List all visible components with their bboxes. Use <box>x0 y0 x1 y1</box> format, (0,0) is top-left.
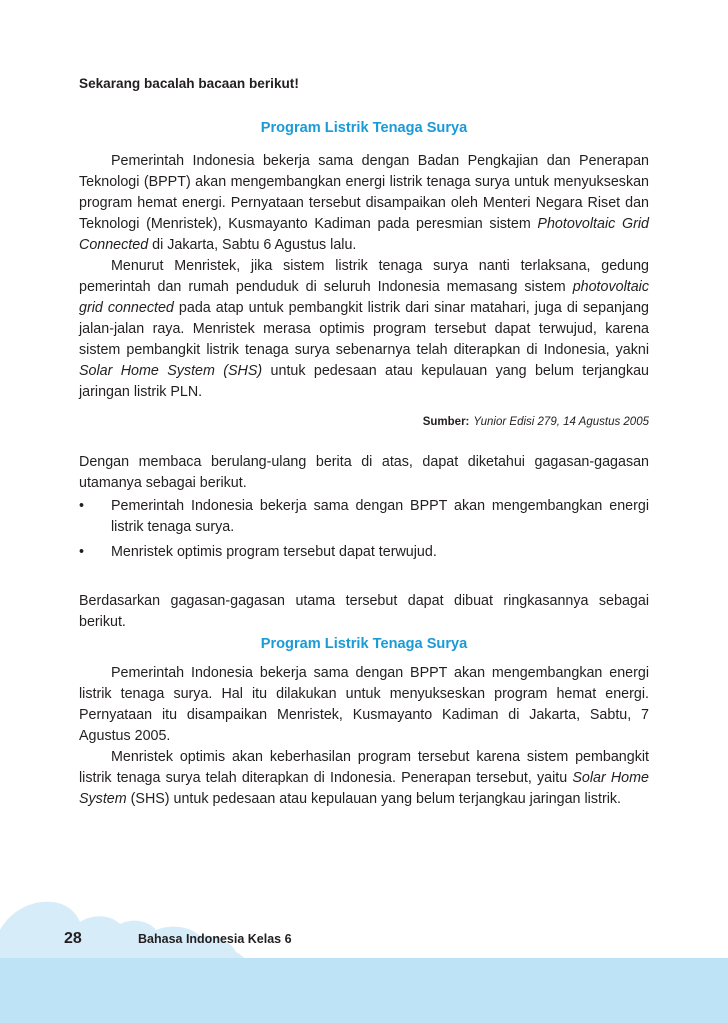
emphasis-grid-connected: photovoltaic grid connected <box>79 279 649 316</box>
source-label: Sumber: <box>422 416 470 428</box>
book-title: Bahasa Indonesia Kelas 6 <box>138 932 292 946</box>
page-number: 28 <box>64 930 82 947</box>
article-source <box>423 412 649 433</box>
ideas-list <box>79 496 649 563</box>
summary-title: Program Listrik Tenaga Surya <box>260 636 468 652</box>
intro-instruction: Sekarang bacalah bacaan berikut! <box>79 76 299 91</box>
article-paragraph-2: Menurut Menristek, jika sistem listrik tenaga surya nanti terlaksana, gedung pemerintah dan rumah penduduk di seluruh Indonesia memasang sistem photovoltaic grid connected pada atap untuk pembangkit listrik dari sinar matahari, juga di sepanjang jalan-jalan raya. Menristek merasa optimis program tersebut dapat terwujud, karena sistem pembangkit listrik tenaga surya sebenarnya telah diterapkan di Indonesia, yakni Solar Home System (SHS) untuk pedesaan atau kepulauan yang belum terjangkau jaringan listrik PLN. <box>79 258 650 400</box>
article-paragraph-1: Pemerintah Indonesia bekerja sama dengan Badan Pengkajian dan Penerapan Teknologi (BPPT) akan mengembangkan energi listrik tenaga surya untuk menyukseskan program hemat energi. Pernyataan tersebut disampaikan oleh Menteri Negara Riset dan Teknologi (Menristek), Kusmayanto Kadiman pada peresmian sistem Photovoltaic Grid Connected di Jakarta, Sabtu 6 Agustus lalu. <box>79 153 649 253</box>
emphasis-photovoltaic: Photovoltaic Grid Connected <box>79 216 649 253</box>
summary-lead: Berdasarkan gagasan-gagasan utama tersebut dapat dibuat ringkasannya sebagai berikut. <box>79 593 649 630</box>
ideas-lead: Dengan membaca berulang-ulang berita di atas, dapat diketahui gagasan-gagasan utamanya sebagai berikut. <box>79 454 649 491</box>
summary-paragraph-2: Menristek optimis akan keberhasilan program tersebut karena sistem pembangkit listrik tenaga surya telah diterapkan di Indonesia. Penerapan tersebut, yaitu Solar Home System (SHS) untuk pedesaan atau kepulauan yang belum terjangkau jaringan listrik. <box>79 749 649 807</box>
footer-band <box>0 958 728 1023</box>
emphasis-solar-home-system: Solar Home System <box>79 770 649 807</box>
summary-paragraph-1: Pemerintah Indonesia bekerja sama dengan BPPT akan mengembangkan energi listrik tenaga surya. Hal itu dilakukan untuk menyukseskan program hemat energi. Pernyataan itu disampaikan Menristek, Kusmayanto Kadiman di Jakarta, Sabtu, 7 Agustus 2005. <box>79 665 649 744</box>
bullet-icon: • <box>79 544 85 560</box>
emphasis-solar-home-system: Solar Home System (SHS) <box>79 363 263 379</box>
ideas-section <box>79 452 649 567</box>
article-title: Program Listrik Tenaga Surya <box>260 120 468 136</box>
list-item: • Pemerintah Indonesia bekerja sama dengan BPPT akan mengembangkan energi listrik tenaga surya. <box>79 498 649 535</box>
summary-body <box>79 663 649 810</box>
source-text: Yunior Edisi 279, 14 Agustus 2005 <box>473 416 649 428</box>
article-body <box>79 151 649 403</box>
bullet-icon: • <box>79 498 85 514</box>
list-item: • Menristek optimis program tersebut dapat terwujud. <box>79 542 649 563</box>
footer-decoration <box>0 900 728 1023</box>
